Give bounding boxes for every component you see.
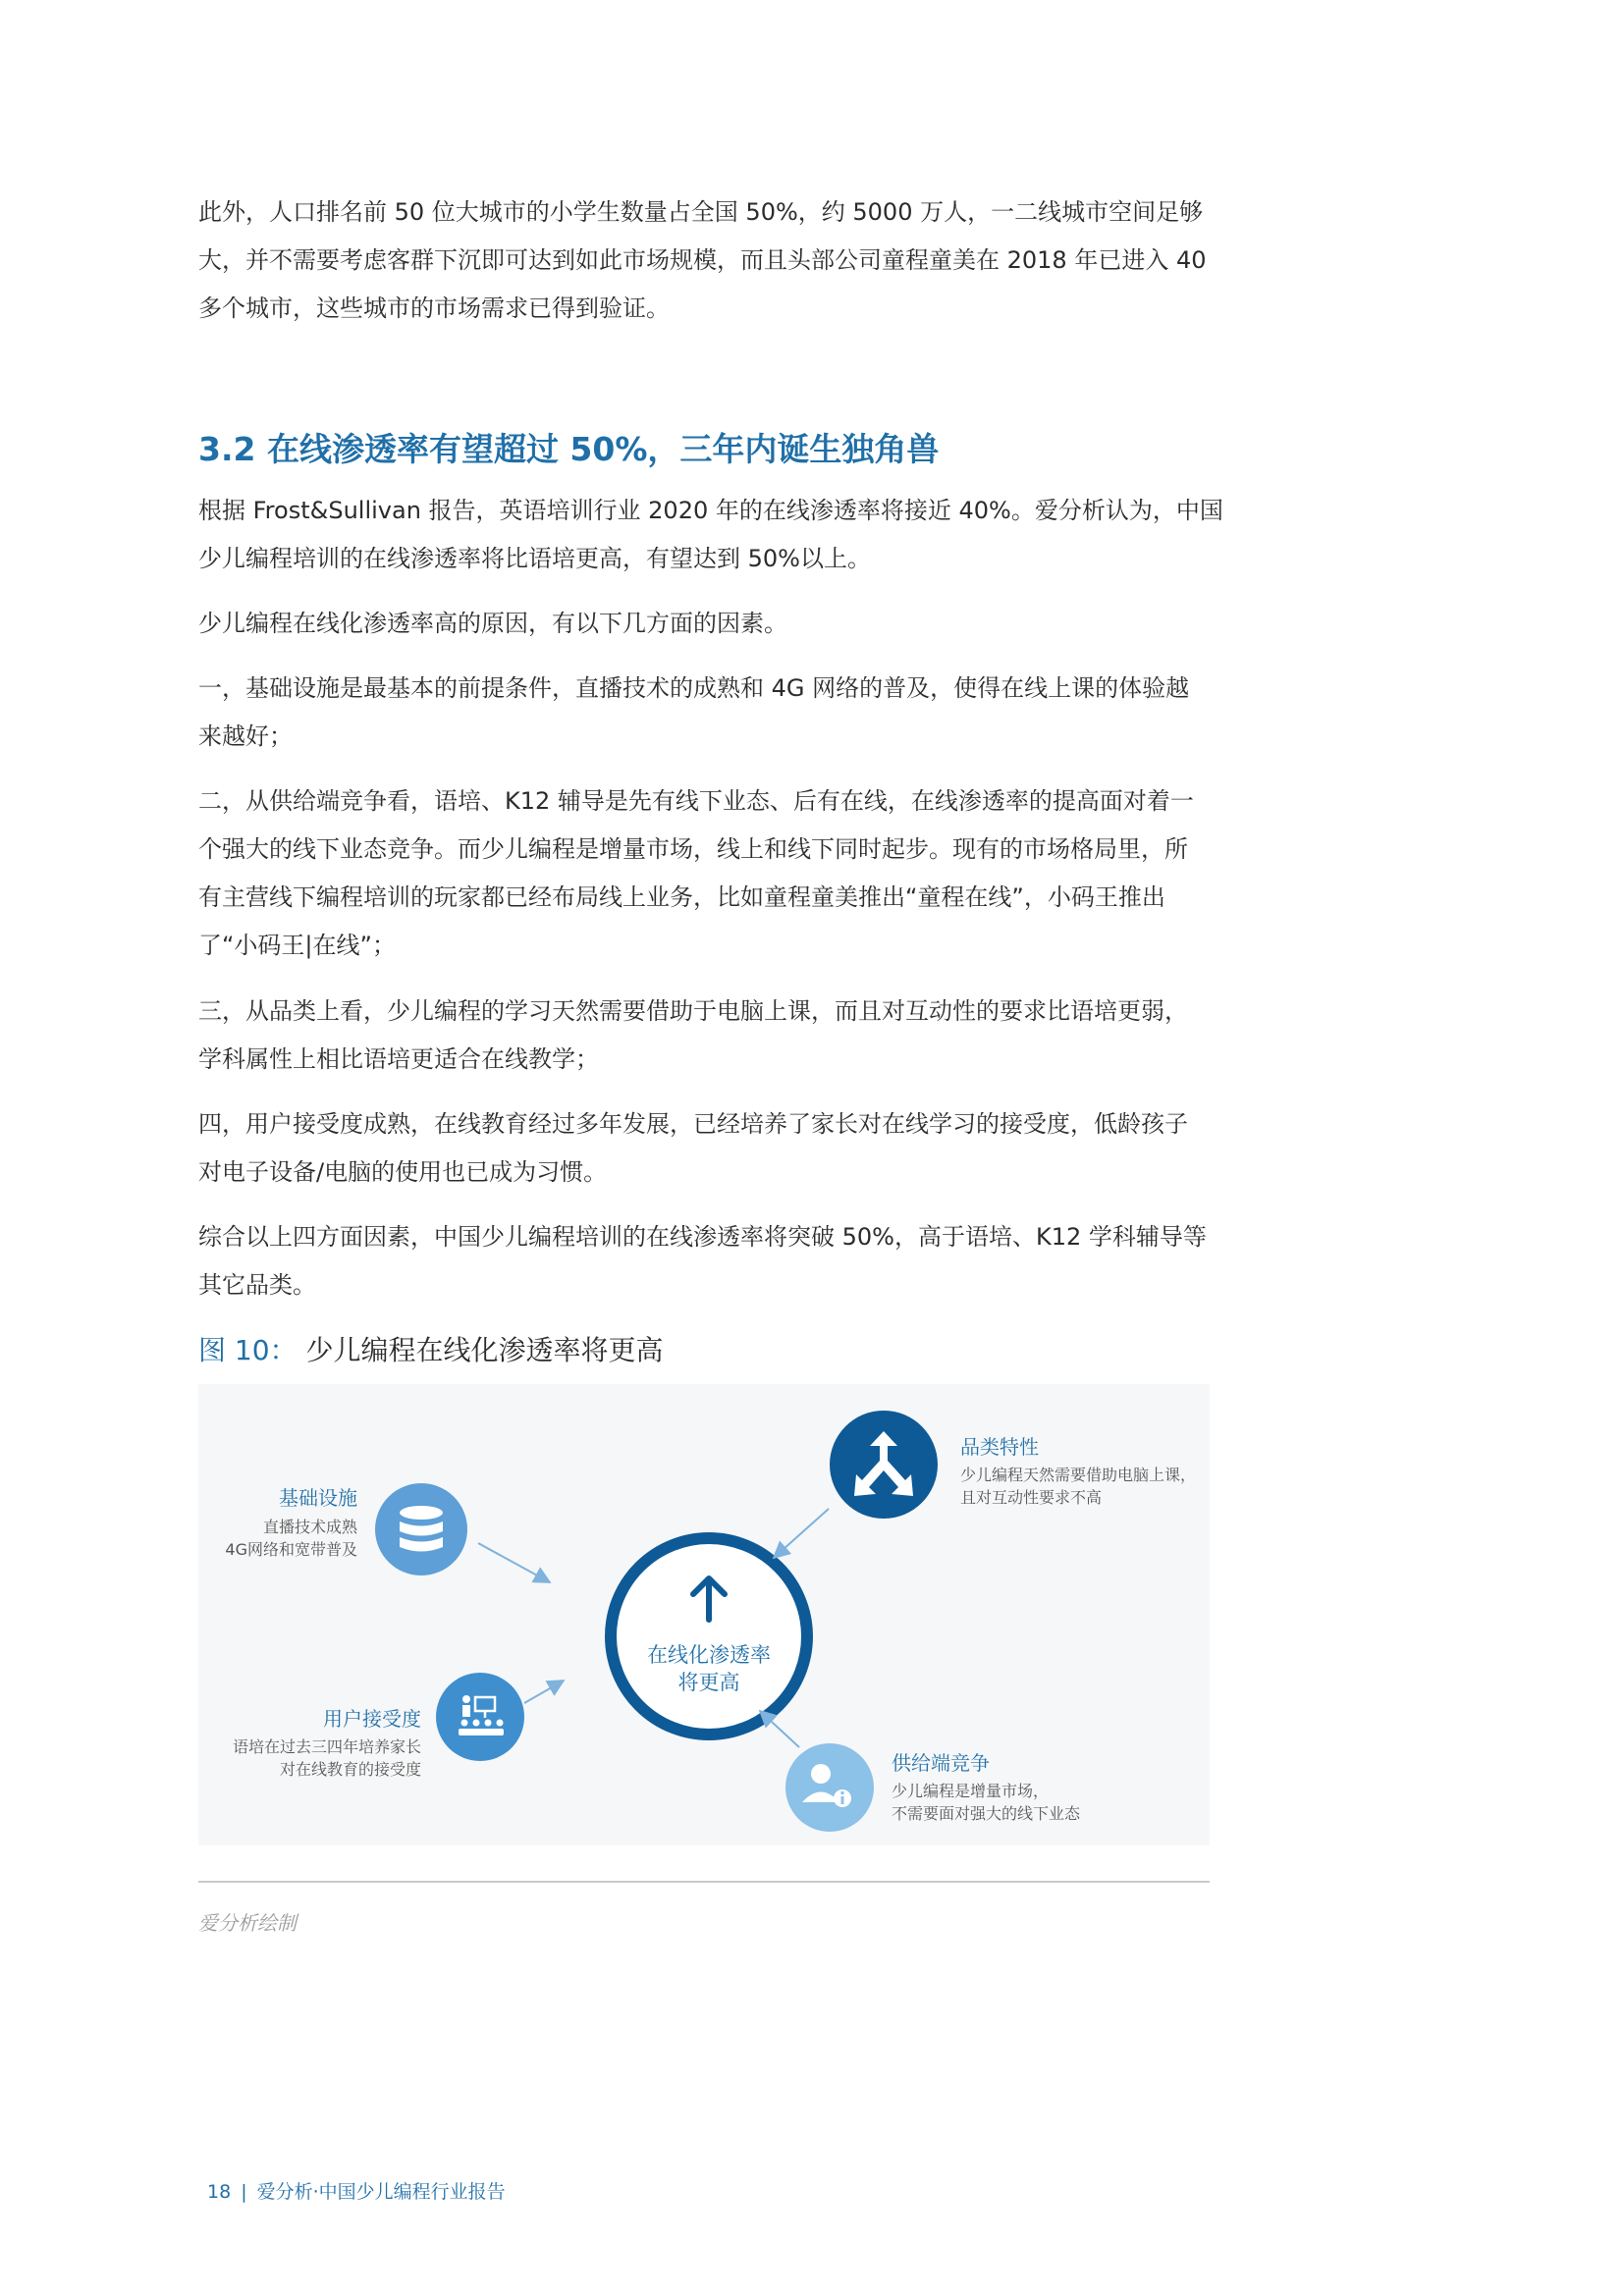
text-line: 四，用户接受度成熟，在线教育经过多年发展，已经培养了家长对在线学习的接受度，低龄孩子 bbox=[198, 1110, 1188, 1138]
paragraph-reasons-intro bbox=[198, 600, 1210, 648]
center-label-line: 将更高 bbox=[677, 1671, 740, 1694]
paragraph-frost-sullivan bbox=[198, 487, 1223, 583]
center-circle bbox=[611, 1538, 807, 1735]
node-title-category: 品类特性 bbox=[960, 1435, 1039, 1459]
arrow-from-category bbox=[774, 1509, 829, 1558]
page-number: 18 bbox=[207, 2181, 232, 2203]
text-line: 大，并不需要考虑客群下沉即可达到如此市场规模，而且头部公司童程童美在 2018 年已进入 40 bbox=[198, 246, 1207, 274]
figure-number: 图 10： bbox=[198, 1334, 298, 1366]
node-desc-line: 对在线教育的接受度 bbox=[279, 1760, 421, 1779]
node-desc-supply bbox=[892, 1780, 1080, 1825]
text-line: 其它品类。 bbox=[198, 1271, 316, 1299]
node-title-infrastructure: 基础设施 bbox=[279, 1486, 357, 1510]
database-icon bbox=[375, 1483, 467, 1575]
node-desc-infrastructure bbox=[225, 1516, 357, 1561]
arrow-from-supply bbox=[760, 1711, 799, 1747]
node-desc-line: 语培在过去三四年培养家长 bbox=[232, 1737, 421, 1756]
user-info-icon bbox=[785, 1743, 874, 1832]
node-desc-category bbox=[960, 1464, 1196, 1509]
node-desc-line: 4G网络和宽带普及 bbox=[225, 1540, 357, 1559]
penetration-diagram bbox=[198, 1384, 1210, 1845]
report-title: 爱分析·中国少儿编程行业报告 bbox=[256, 2181, 506, 2203]
text-line: 学科属性上相比语培更适合在线教学； bbox=[198, 1045, 599, 1073]
text-line: 一，基础设施是最基本的前提条件，直播技术的成熟和 4G 网络的普及，使得在线上课的体验越 bbox=[198, 674, 1190, 702]
section-heading: 3.2 在线渗透率有望超过 50%，三年内诞生独角兽 bbox=[198, 430, 940, 468]
text-line: 少儿编程培训的在线渗透率将比语培更高，有望达到 50%以上。 bbox=[198, 545, 871, 572]
page-footer bbox=[207, 2177, 506, 2204]
classroom-icon bbox=[436, 1673, 524, 1761]
figure-title bbox=[198, 1329, 663, 1368]
center-label-line: 在线化渗透率 bbox=[647, 1643, 771, 1667]
text-line: 对电子设备/电脑的使用也已成为习惯。 bbox=[198, 1158, 608, 1186]
figure-source: 爱分析绘制 bbox=[198, 1911, 297, 1935]
intro-paragraph bbox=[198, 188, 1210, 333]
node-desc-line: 少儿编程是增量市场， bbox=[892, 1782, 1050, 1800]
text-line: 来越好； bbox=[198, 722, 293, 750]
figure-divider bbox=[198, 1881, 1210, 1883]
text-line: 了“小码王|在线”； bbox=[198, 932, 396, 959]
figure-caption: 少儿编程在线化渗透率将更高 bbox=[305, 1334, 664, 1366]
text-line: 根据 Frost&Sullivan 报告，英语培训行业 2020 年的在线渗透率将接近 40%。爱分析认为，中国 bbox=[198, 497, 1223, 524]
text-line: 有主营线下编程培训的玩家都已经布局线上业务，比如童程童美推出“童程在线”，小码王推出 bbox=[198, 883, 1165, 911]
node-title-acceptance: 用户接受度 bbox=[323, 1707, 421, 1731]
node-title-supply: 供给端竞争 bbox=[892, 1751, 990, 1775]
paragraph-conclusion bbox=[198, 1213, 1210, 1309]
node-desc-line: 少儿编程天然需要借助电脑上课， bbox=[960, 1466, 1197, 1484]
node-desc-acceptance bbox=[233, 1735, 421, 1781]
paragraph-reason-1 bbox=[198, 665, 1210, 761]
branch-icon bbox=[830, 1411, 938, 1519]
paragraph-reason-2 bbox=[198, 777, 1210, 970]
center-label bbox=[611, 1641, 807, 1696]
footer-separator: | bbox=[241, 2181, 247, 2203]
arrow-from-infrastructure bbox=[478, 1543, 550, 1582]
text-line: 多个城市，这些城市的市场需求已得到验证。 bbox=[198, 294, 670, 322]
paragraph-reason-4 bbox=[198, 1100, 1210, 1197]
arrow-from-acceptance bbox=[524, 1681, 564, 1703]
text-line: 三，从品类上看，少儿编程的学习天然需要借助于电脑上课，而且对互动性的要求比语培更弱， bbox=[198, 997, 1188, 1025]
paragraph-reason-3 bbox=[198, 988, 1210, 1084]
node-desc-line: 直播技术成熟 bbox=[262, 1518, 357, 1536]
node-desc-line: 不需要面对强大的线下业态 bbox=[892, 1804, 1081, 1823]
text-line: 少儿编程在线化渗透率高的原因，有以下几方面的因素。 bbox=[198, 610, 787, 637]
text-line: 综合以上四方面因素，中国少儿编程培训的在线渗透率将突破 50%，高于语培、K12 学科辅导等 bbox=[198, 1223, 1207, 1251]
node-desc-line: 且对互动性要求不高 bbox=[960, 1488, 1103, 1507]
text-line: 个强大的线下业态竞争。而少儿编程是增量市场，线上和线下同时起步。现有的市场格局里，所 bbox=[198, 835, 1188, 863]
text-line: 二，从供给端竞争看，语培、K12 辅导是先有线下业态、后有在线，在线渗透率的提高面对着一 bbox=[198, 787, 1194, 815]
text-line: 此外，人口排名前 50 位大城市的小学生数量占全国 50%，约 5000 万人，一二线城市空间足够 bbox=[198, 198, 1204, 226]
